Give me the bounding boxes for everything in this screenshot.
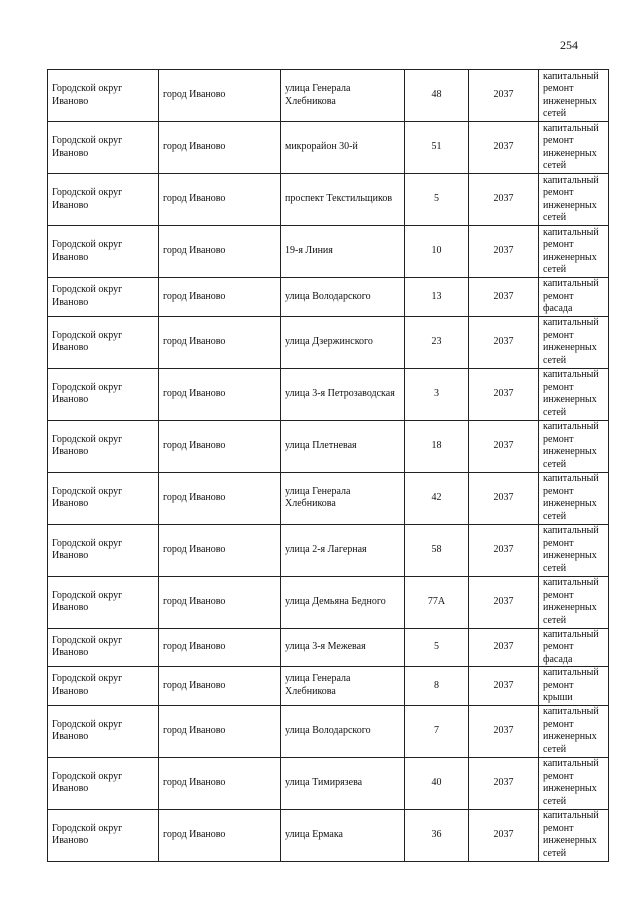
table-row xyxy=(48,122,609,174)
street-cell: улица Плетневая xyxy=(281,420,405,472)
page-number: 254 xyxy=(560,38,578,52)
year-cell: 2037 xyxy=(469,705,539,757)
street-cell: улица Дзержинского xyxy=(281,316,405,368)
repair-schedule-table xyxy=(47,69,609,862)
house-number-cell: 23 xyxy=(405,316,469,368)
city-cell: город Иваново xyxy=(159,667,281,706)
municipality-cell: Городской округ Иваново xyxy=(48,628,159,667)
work-type-cell: капитальный ремонт инженерных сетей xyxy=(539,757,609,809)
year-cell: 2037 xyxy=(469,70,539,122)
work-type-cell: капитальный ремонт инженерных сетей xyxy=(539,705,609,757)
house-number-cell: 77А xyxy=(405,576,469,628)
street-cell: проспект Текстильщиков xyxy=(281,174,405,226)
year-cell: 2037 xyxy=(469,576,539,628)
work-type-cell: капитальный ремонт инженерных сетей xyxy=(539,70,609,122)
year-cell: 2037 xyxy=(469,809,539,861)
street-cell: улица 2-я Лагерная xyxy=(281,524,405,576)
work-type-cell: капитальный ремонт инженерных сетей xyxy=(539,576,609,628)
house-number-cell: 3 xyxy=(405,368,469,420)
municipality-cell: Городской округ Иваново xyxy=(48,524,159,576)
municipality-cell: Городской округ Иваново xyxy=(48,705,159,757)
year-cell: 2037 xyxy=(469,524,539,576)
work-type-cell: капитальный ремонт инженерных сетей xyxy=(539,420,609,472)
year-cell: 2037 xyxy=(469,667,539,706)
municipality-cell: Городской округ Иваново xyxy=(48,174,159,226)
work-type-cell: капитальный ремонт крыши xyxy=(539,667,609,706)
municipality-cell: Городской округ Иваново xyxy=(48,667,159,706)
year-cell: 2037 xyxy=(469,122,539,174)
city-cell: город Иваново xyxy=(159,705,281,757)
city-cell: город Иваново xyxy=(159,524,281,576)
table-row xyxy=(48,70,609,122)
house-number-cell: 51 xyxy=(405,122,469,174)
house-number-cell: 5 xyxy=(405,174,469,226)
work-type-cell: капитальный ремонт инженерных сетей xyxy=(539,122,609,174)
street-cell: улица Володарского xyxy=(281,278,405,317)
municipality-cell: Городской округ Иваново xyxy=(48,472,159,524)
street-cell: улица 3-я Петрозаводская xyxy=(281,368,405,420)
city-cell: город Иваново xyxy=(159,70,281,122)
street-cell: микрорайон 30-й xyxy=(281,122,405,174)
city-cell: город Иваново xyxy=(159,316,281,368)
work-type-cell: капитальный ремонт инженерных сетей xyxy=(539,316,609,368)
work-type-cell: капитальный ремонт инженерных сетей xyxy=(539,174,609,226)
table-row xyxy=(48,226,609,278)
house-number-cell: 48 xyxy=(405,70,469,122)
year-cell: 2037 xyxy=(469,368,539,420)
municipality-cell: Городской округ Иваново xyxy=(48,368,159,420)
work-type-cell: капитальный ремонт фасада xyxy=(539,278,609,317)
city-cell: город Иваново xyxy=(159,420,281,472)
house-number-cell: 13 xyxy=(405,278,469,317)
house-number-cell: 10 xyxy=(405,226,469,278)
city-cell: город Иваново xyxy=(159,368,281,420)
work-type-cell: капитальный ремонт инженерных сетей xyxy=(539,226,609,278)
street-cell: улица Володарского xyxy=(281,705,405,757)
year-cell: 2037 xyxy=(469,628,539,667)
house-number-cell: 58 xyxy=(405,524,469,576)
street-cell: улица Генерала Хлебникова xyxy=(281,472,405,524)
municipality-cell: Городской округ Иваново xyxy=(48,70,159,122)
city-cell: город Иваново xyxy=(159,757,281,809)
year-cell: 2037 xyxy=(469,757,539,809)
street-cell: улица Генерала Хлебникова xyxy=(281,70,405,122)
table-row xyxy=(48,278,609,317)
house-number-cell: 18 xyxy=(405,420,469,472)
work-type-cell: капитальный ремонт фасада xyxy=(539,628,609,667)
table-row xyxy=(48,472,609,524)
house-number-cell: 7 xyxy=(405,705,469,757)
municipality-cell: Городской округ Иваново xyxy=(48,757,159,809)
municipality-cell: Городской округ Иваново xyxy=(48,420,159,472)
year-cell: 2037 xyxy=(469,420,539,472)
work-type-cell: капитальный ремонт инженерных сетей xyxy=(539,368,609,420)
city-cell: город Иваново xyxy=(159,628,281,667)
street-cell: 19-я Линия xyxy=(281,226,405,278)
table-row xyxy=(48,316,609,368)
city-cell: город Иваново xyxy=(159,122,281,174)
year-cell: 2037 xyxy=(469,226,539,278)
table-row xyxy=(48,576,609,628)
work-type-cell: капитальный ремонт инженерных сетей xyxy=(539,809,609,861)
house-number-cell: 5 xyxy=(405,628,469,667)
year-cell: 2037 xyxy=(469,278,539,317)
house-number-cell: 42 xyxy=(405,472,469,524)
house-number-cell: 36 xyxy=(405,809,469,861)
city-cell: город Иваново xyxy=(159,226,281,278)
work-type-cell: капитальный ремонт инженерных сетей xyxy=(539,472,609,524)
work-type-cell: капитальный ремонт инженерных сетей xyxy=(539,524,609,576)
table-row xyxy=(48,809,609,861)
municipality-cell: Городской округ Иваново xyxy=(48,278,159,317)
table-row xyxy=(48,628,609,667)
city-cell: город Иваново xyxy=(159,278,281,317)
table-row xyxy=(48,705,609,757)
municipality-cell: Городской округ Иваново xyxy=(48,122,159,174)
street-cell: улица Генерала Хлебникова xyxy=(281,667,405,706)
street-cell: улица Ермака xyxy=(281,809,405,861)
municipality-cell: Городской округ Иваново xyxy=(48,809,159,861)
municipality-cell: Городской округ Иваново xyxy=(48,226,159,278)
year-cell: 2037 xyxy=(469,472,539,524)
table-row xyxy=(48,420,609,472)
street-cell: улица Тимирязева xyxy=(281,757,405,809)
house-number-cell: 40 xyxy=(405,757,469,809)
street-cell: улица 3-я Межевая xyxy=(281,628,405,667)
city-cell: город Иваново xyxy=(159,472,281,524)
table-row xyxy=(48,174,609,226)
year-cell: 2037 xyxy=(469,316,539,368)
municipality-cell: Городской округ Иваново xyxy=(48,316,159,368)
city-cell: город Иваново xyxy=(159,809,281,861)
year-cell: 2037 xyxy=(469,174,539,226)
city-cell: город Иваново xyxy=(159,174,281,226)
municipality-cell: Городской округ Иваново xyxy=(48,576,159,628)
house-number-cell: 8 xyxy=(405,667,469,706)
street-cell: улица Демьяна Бедного xyxy=(281,576,405,628)
table-row xyxy=(48,757,609,809)
table-row xyxy=(48,368,609,420)
city-cell: город Иваново xyxy=(159,576,281,628)
table-row xyxy=(48,524,609,576)
table-row xyxy=(48,667,609,706)
